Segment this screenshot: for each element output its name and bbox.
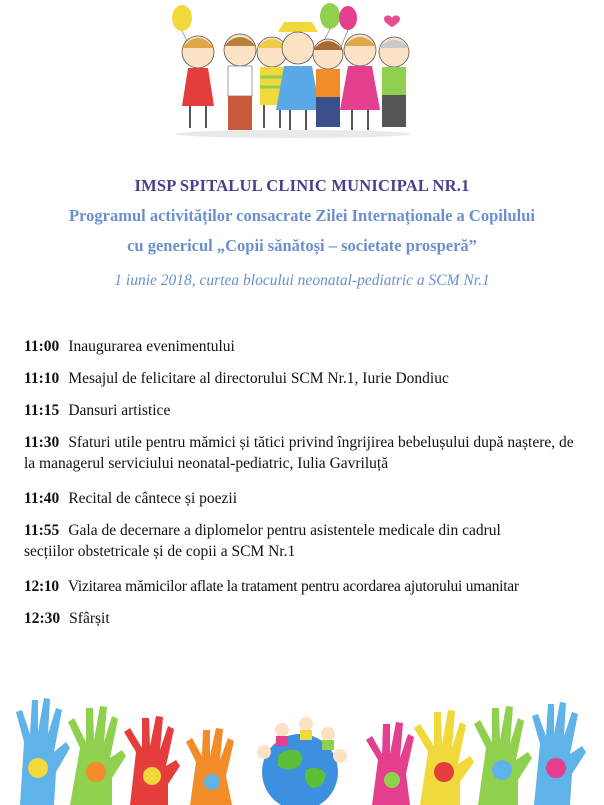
schedule-text: Dansuri artistice xyxy=(68,402,171,419)
schedule-text: Sfaturi utile pentru mămici și tătici privind îngrijirea bebelușului după naștere, de la managerul serviciului neonatal-pediatric, Iulia Gavriluță xyxy=(24,434,574,472)
hand-icon xyxy=(124,716,180,805)
schedule-time: 11:55 xyxy=(24,522,60,539)
hand-icon xyxy=(68,706,126,805)
heart-icon xyxy=(384,15,400,27)
child-figure xyxy=(313,39,343,127)
schedule-time: 11:00 xyxy=(24,338,60,355)
program-title: Programul activităților consacrate Zilei Internaționale a Copilului xyxy=(69,206,535,225)
hand-icon xyxy=(186,728,234,805)
child-figure xyxy=(340,34,380,130)
schedule-time: 12:30 xyxy=(24,610,61,627)
child-figure xyxy=(379,37,409,127)
schedule-item xyxy=(24,400,170,421)
schedule-text: Gala de decernare a diplomelor pentru asistentele medicale din cadrul secțiilor obstetricale și de copii a SCM Nr.1 xyxy=(24,522,501,560)
schedule-item xyxy=(24,520,544,562)
hand-icon xyxy=(366,722,414,805)
schedule-time: 12:10 xyxy=(24,578,59,595)
schedule-item xyxy=(24,432,574,474)
hand-icon xyxy=(474,706,532,805)
children-balloons-illustration xyxy=(168,2,418,140)
hand-icon xyxy=(414,710,474,805)
schedule-text: Vizitarea mămicilor aflate la tratament pentru acordarea ajutorului umanitar xyxy=(67,578,519,595)
schedule-item xyxy=(24,336,235,357)
event-date-location: 1 iunie 2018, curtea blocului neonatal-pediatric a SCM Nr.1 xyxy=(114,272,490,289)
child-figure xyxy=(276,22,320,130)
program-subtitle: cu genericul „Copii sănătoși – societate prosperă” xyxy=(127,236,477,255)
schedule-item xyxy=(24,608,110,629)
schedule-time: 11:10 xyxy=(24,370,60,387)
schedule-text: Recital de cântece și poezii xyxy=(68,490,238,507)
schedule-item xyxy=(24,368,449,389)
hand-icon xyxy=(532,702,586,805)
painted-hands-globe-illustration xyxy=(0,672,604,805)
schedule-time: 11:15 xyxy=(24,402,60,419)
schedule-time: 11:30 xyxy=(24,434,60,451)
globe-icon xyxy=(257,717,347,805)
child-figure xyxy=(224,34,256,130)
schedule-item xyxy=(24,576,594,597)
child-figure xyxy=(182,36,214,128)
hospital-name: IMSP SPITALUL CLINIC MUNICIPAL NR.1 xyxy=(134,176,470,195)
schedule-time: 11:40 xyxy=(24,490,60,507)
schedule-text: Inaugurarea evenimentului xyxy=(68,338,235,355)
schedule-item xyxy=(24,488,237,509)
schedule-text: Mesajul de felicitare al directorului SCM Nr.1, Iurie Dondiuc xyxy=(68,370,449,387)
schedule-text: Sfârșit xyxy=(69,610,110,627)
hand-icon xyxy=(16,698,70,805)
